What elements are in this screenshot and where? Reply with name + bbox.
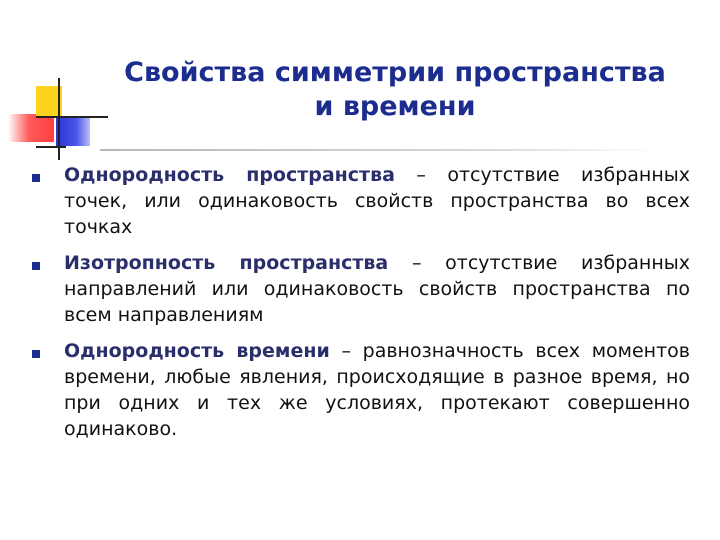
bullet-term: Изотропность пространства [64, 252, 389, 274]
bullet-list [30, 162, 690, 452]
decorative-logo-graphic [0, 0, 110, 170]
title-divider [100, 149, 660, 151]
red-square-decoration [8, 114, 54, 142]
slide-title-line-2: и времени [314, 91, 476, 122]
bullet-text [64, 250, 690, 328]
bullet-item-space-homogeneity [30, 162, 690, 240]
bullet-description: – отсутствие избранных точек, или одинаковость свойств пространства во всех точках [64, 164, 690, 238]
square-bullet-icon [32, 174, 40, 182]
bullet-text [64, 338, 690, 442]
blue-square-decoration [56, 116, 90, 146]
bullet-term: Однородность пространства [64, 164, 395, 186]
horizontal-line-decoration [36, 116, 108, 118]
bullet-term: Однородность времени [64, 340, 330, 362]
bullet-item-space-isotropy [30, 250, 690, 328]
horizontal-line-decoration-lower [36, 146, 66, 148]
bullet-text [64, 162, 690, 240]
slide-title-line-1: Свойства симметрии пространства [124, 57, 666, 88]
bullet-item-time-homogeneity [30, 338, 690, 442]
square-bullet-icon [32, 262, 40, 270]
bullet-description: – отсутствие избранных направлений или одинаковость свойств пространства по всем направлениям [64, 252, 690, 326]
bullet-description: – равнозначность всех моментов времени, любые явления, происходящие в разное время, но при одних и тех же условиях, протекают совершенно одинаково. [64, 340, 690, 440]
slide-title [100, 56, 690, 124]
square-bullet-icon [32, 350, 40, 358]
